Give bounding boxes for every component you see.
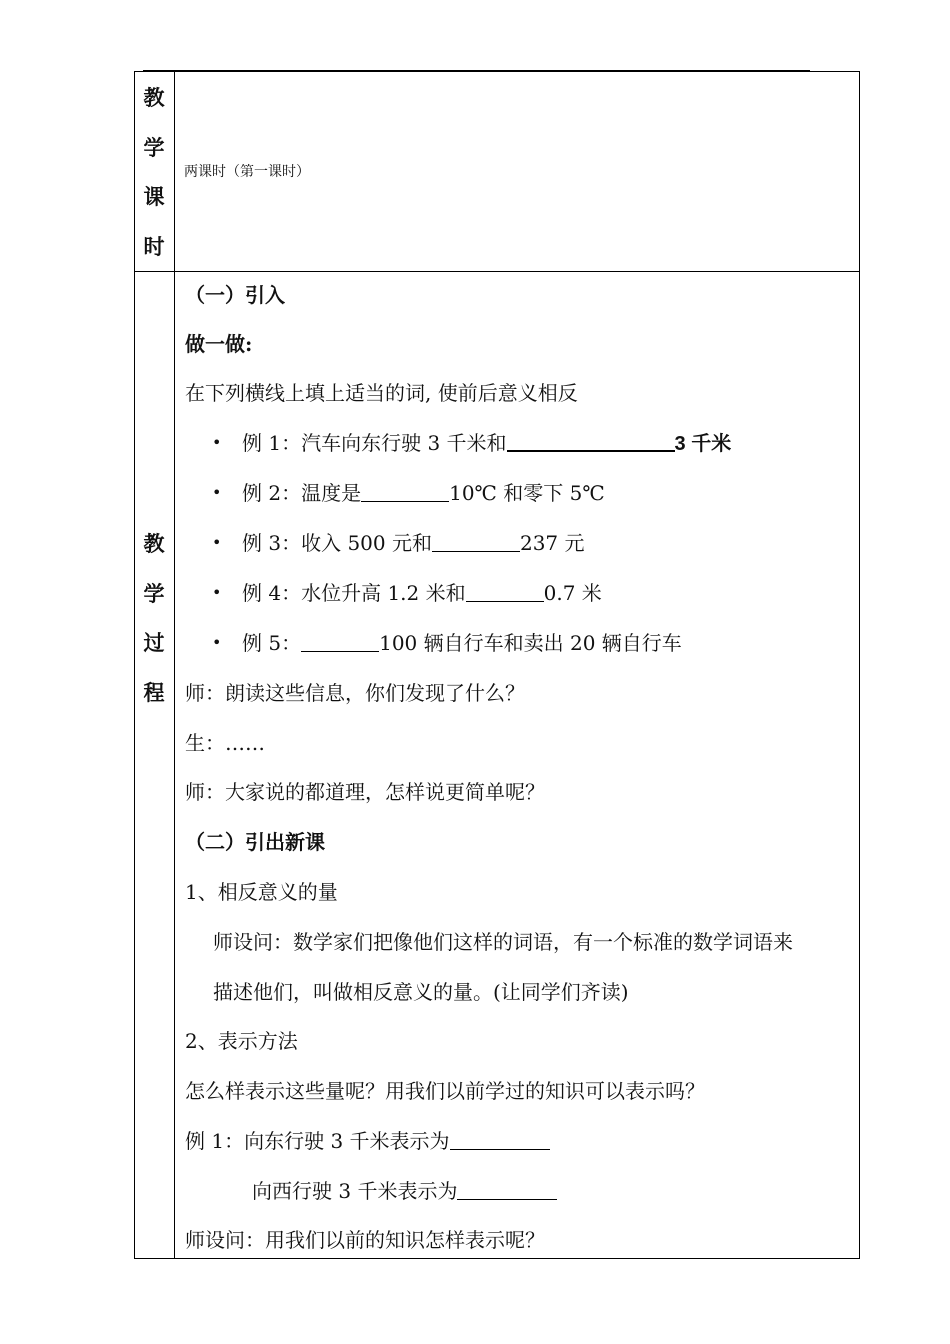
new-lesson-heading: （二）引出新课 <box>185 830 325 854</box>
example-text: 例 4：水位升高 1.2 米和 <box>242 581 466 605</box>
label-char: 课 <box>143 184 165 209</box>
label-char: 教 <box>143 85 165 110</box>
teaching-hours-content: 两课时（第一课时） <box>184 164 310 180</box>
representation-line-1 <box>185 1128 550 1154</box>
point1-text: 描述他们，叫做相反意义的量。(让同学们齐读) <box>213 980 629 1004</box>
bullet: • <box>212 583 222 602</box>
point2-title: 2、表示方法 <box>185 1029 298 1053</box>
example-2 <box>242 480 605 506</box>
dialogue-line: 师：大家说的都道理，怎样说更简单呢？ <box>185 780 545 804</box>
example-text: 10℃ 和零下 5℃ <box>449 481 605 505</box>
example-text: 例 1：汽车向东行驶 3 千米和 <box>242 431 507 455</box>
representation-text: 例 1：向东行驶 3 千米表示为 <box>185 1129 450 1153</box>
bullet: • <box>212 433 222 452</box>
answer-blank[interactable] <box>301 633 379 652</box>
answer-blank[interactable] <box>457 1181 557 1200</box>
label-char: 学 <box>143 580 165 606</box>
answer-blank[interactable] <box>466 583 544 602</box>
example-text: 100 辆自行车和卖出 20 辆自行车 <box>379 631 682 655</box>
bullet: • <box>212 633 222 652</box>
activity-heading: 做一做: <box>185 332 253 356</box>
example-text: 例 2：温度是 <box>242 481 362 505</box>
example-4 <box>242 580 602 606</box>
dialogue-line: 师：朗读这些信息，你们发现了什么？ <box>185 681 525 705</box>
answer-blank[interactable] <box>450 1131 550 1150</box>
representation-line-2 <box>252 1178 557 1204</box>
example-text: 3 千米 <box>674 433 732 455</box>
label-char: 过 <box>143 630 165 655</box>
answer-blank[interactable] <box>432 533 520 552</box>
point1-text: 师设问：数学家们把像他们这样的词语，有一个标准的数学词语来 <box>213 930 793 954</box>
final-question: 师设问：用我们以前的知识怎样表示呢？ <box>185 1228 545 1252</box>
teaching-process-label <box>134 519 174 717</box>
answer-blank[interactable] <box>507 432 675 452</box>
representation-text: 向西行驶 3 千米表示为 <box>252 1179 458 1203</box>
example-3 <box>242 530 585 556</box>
bullet: • <box>212 533 222 552</box>
teaching-hours-label <box>134 73 174 271</box>
instruction-text: 在下列横线上填上适当的词, 使前后意义相反 <box>185 381 578 405</box>
bullet: • <box>212 483 222 502</box>
intro-heading: （一）引入 <box>185 283 285 307</box>
label-char: 学 <box>143 134 165 160</box>
example-5 <box>242 630 682 656</box>
label-char: 程 <box>143 679 165 705</box>
example-text: 例 3：收入 500 元和 <box>242 531 432 555</box>
answer-blank[interactable] <box>361 483 449 502</box>
table-column-divider <box>174 71 175 1259</box>
example-1 <box>242 430 731 457</box>
example-text: 237 元 <box>519 531 585 555</box>
point2-question: 怎么样表示这些量呢？用我们以前学过的知识可以表示吗？ <box>185 1079 705 1103</box>
label-char: 时 <box>143 233 165 259</box>
point1-title: 1、相反意义的量 <box>185 880 338 904</box>
example-text: 0.7 米 <box>543 581 602 605</box>
example-text: 例 5： <box>242 631 302 655</box>
dialogue-line: 生：…… <box>185 731 265 755</box>
label-char: 教 <box>143 531 165 556</box>
table-row-divider <box>134 271 860 272</box>
